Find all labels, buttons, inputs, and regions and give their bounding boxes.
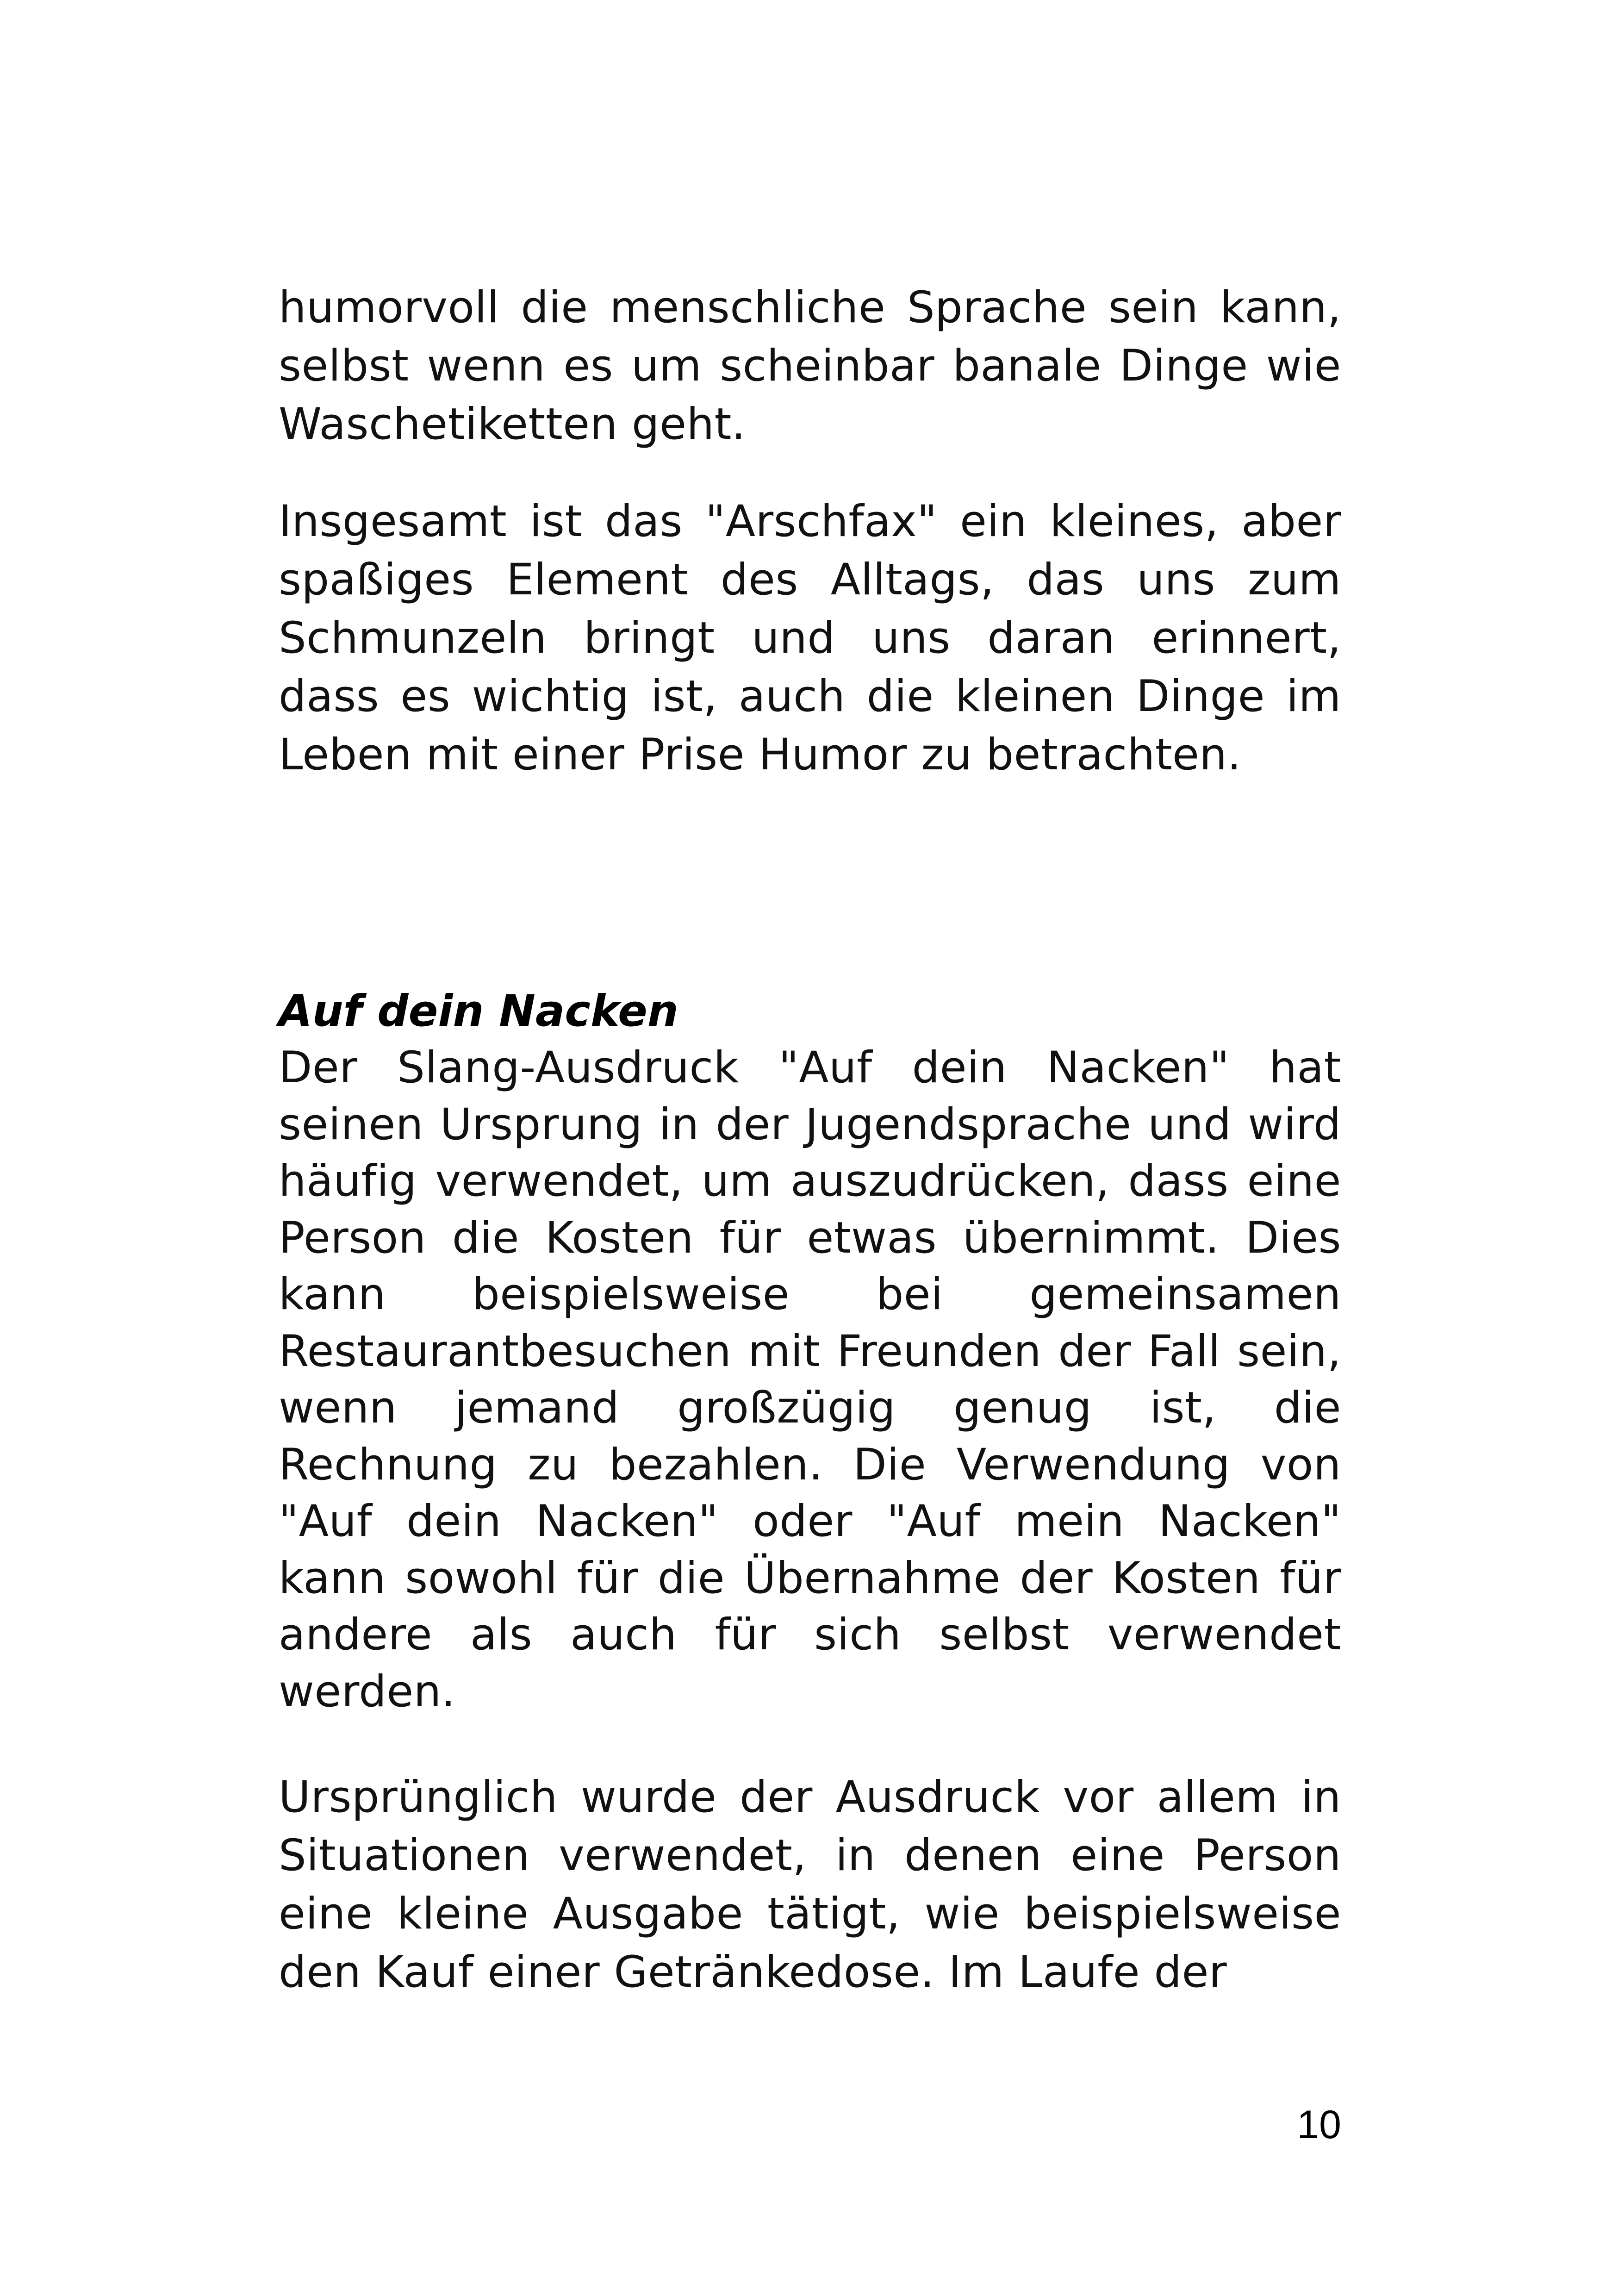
- paragraph-section-body-1: [279, 1040, 1341, 1720]
- paragraph-text: Insgesamt ist das "Arschfax" ein kleines, aber spaßiges Element des Alltags, das uns zum Schmunzeln bringt und uns daran erinnert, dass es wichtig ist, auch die kleinen Dinge im Leben mit einer Prise Humor zu betrachten.: [279, 496, 1341, 780]
- paragraph-section-body-2: [279, 1768, 1341, 2002]
- paragraph-text: humorvoll die menschliche Sprache sein kann, selbst wenn es um scheinbar banale Dinge wie Waschetiketten geht.: [279, 282, 1341, 449]
- section-heading: Auf dein Nacken: [279, 986, 678, 1036]
- page-number: 10: [1297, 2103, 1341, 2147]
- paragraph-text: Der Slang-Ausdruck "Auf dein Nacken" hat seinen Ursprung in der Jugendsprache und wird häufig verwendet, um auszudrücken, dass eine Person die Kosten für etwas übernimmt. Dies kann beispielsweise bei gemeinsamen Restaurantbesuchen mit Freunden der Fall sein, wenn jemand großzügig genug ist, die Rechnung zu bezahlen. Die Verwendung von "Auf dein Nacken" oder "Auf mein Nacken" kann sowohl für die Übernahme der Kosten für andere als auch für sich selbst verwendet werden.: [279, 1042, 1341, 1717]
- paragraph-text: Ursprünglich wurde der Ausdruck vor allem in Situationen verwendet, in denen eine Person eine kleine Ausgabe tätigt, wie beispielsweise den Kauf einer Getränkedose. Im Laufe der: [279, 1772, 1341, 1997]
- paragraph-summary: [279, 493, 1341, 784]
- paragraph-continuation: [279, 279, 1341, 454]
